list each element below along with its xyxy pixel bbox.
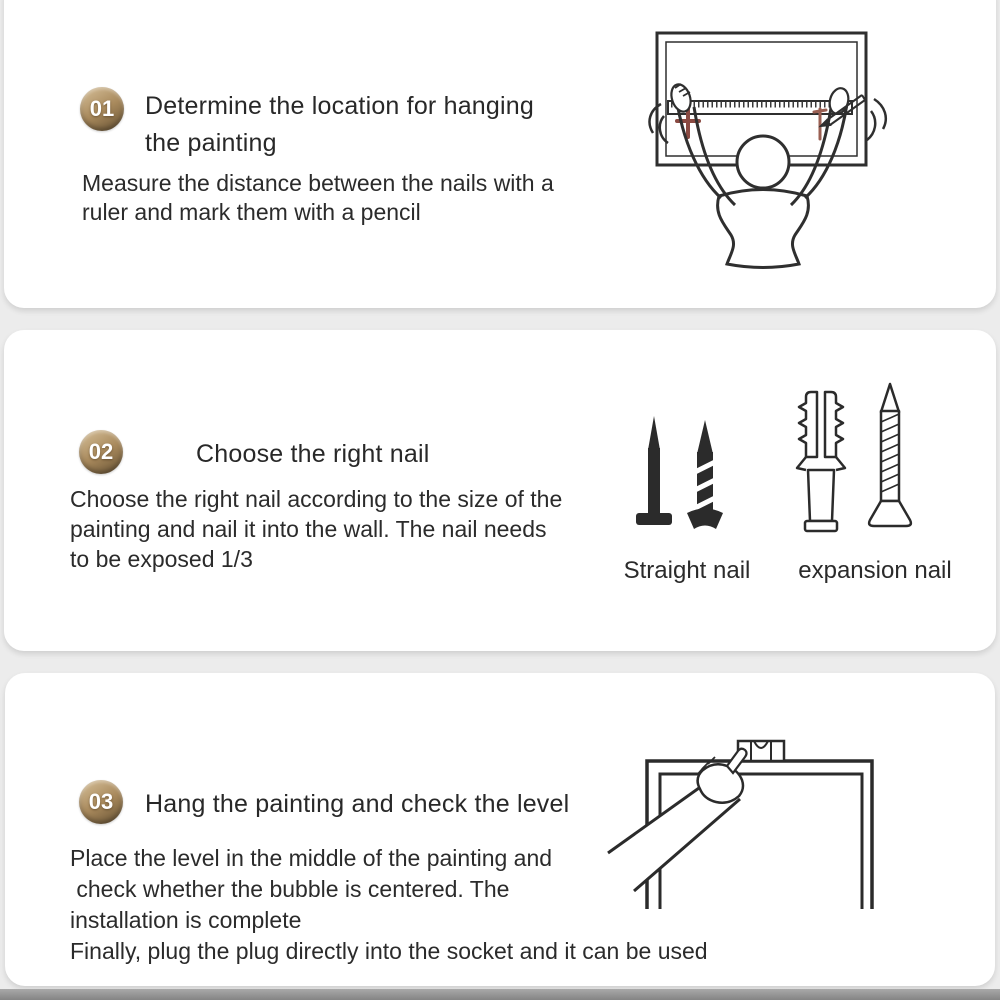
step2-description — [70, 484, 690, 574]
hand-level-frame-illustration — [600, 695, 992, 957]
straight-nail-label: Straight nail — [623, 557, 751, 584]
step1-title — [145, 88, 625, 162]
step2-number: 02 — [88, 439, 114, 464]
step3-description-line: Place the level in the middle of the painting and — [70, 845, 553, 871]
step1-number: 01 — [89, 96, 115, 121]
step3-number-badge — [79, 780, 123, 824]
step2-title-line: Choose the right nail — [196, 440, 430, 468]
step2-description-line: painting and nail it into the wall. The nail needs — [70, 516, 547, 542]
step1-description-line: ruler and mark them with a pencil — [82, 199, 421, 225]
step2-title — [196, 436, 616, 473]
step3-title-line: Hang the painting and check the level — [145, 790, 570, 818]
nail-types-illustration — [612, 372, 992, 547]
step1-number-badge — [80, 87, 124, 131]
step3-description-line: installation is complete — [70, 907, 302, 933]
pointing-arm — [608, 749, 747, 891]
screw-nail-icon — [687, 420, 723, 529]
expansion-nail-label: expansion nail — [798, 557, 952, 584]
step2-description-line: to be exposed 1/3 — [70, 546, 253, 572]
step2-description-line: Choose the right nail according to the size of the — [70, 486, 563, 512]
straight-nail-icon — [636, 416, 672, 525]
step3-number: 03 — [88, 789, 114, 814]
step1-description-line: Measure the distance between the nails with a — [82, 170, 554, 196]
step1-description — [82, 169, 682, 227]
expansion-anchor-icon — [797, 392, 845, 531]
bottom-edge-bar — [0, 989, 1000, 1000]
step1-title-line: the painting — [145, 129, 277, 157]
step2-number-badge — [79, 430, 123, 474]
expansion-screw-icon — [869, 384, 911, 526]
step1-title-line: Determine the location for hanging — [145, 92, 534, 120]
person-measuring-frame-illustration — [615, 0, 1000, 300]
step3-description-line: check whether the bubble is centered. The — [70, 876, 510, 902]
step3-description-line: Finally, plug the plug directly into the socket and it can be used — [70, 938, 708, 964]
